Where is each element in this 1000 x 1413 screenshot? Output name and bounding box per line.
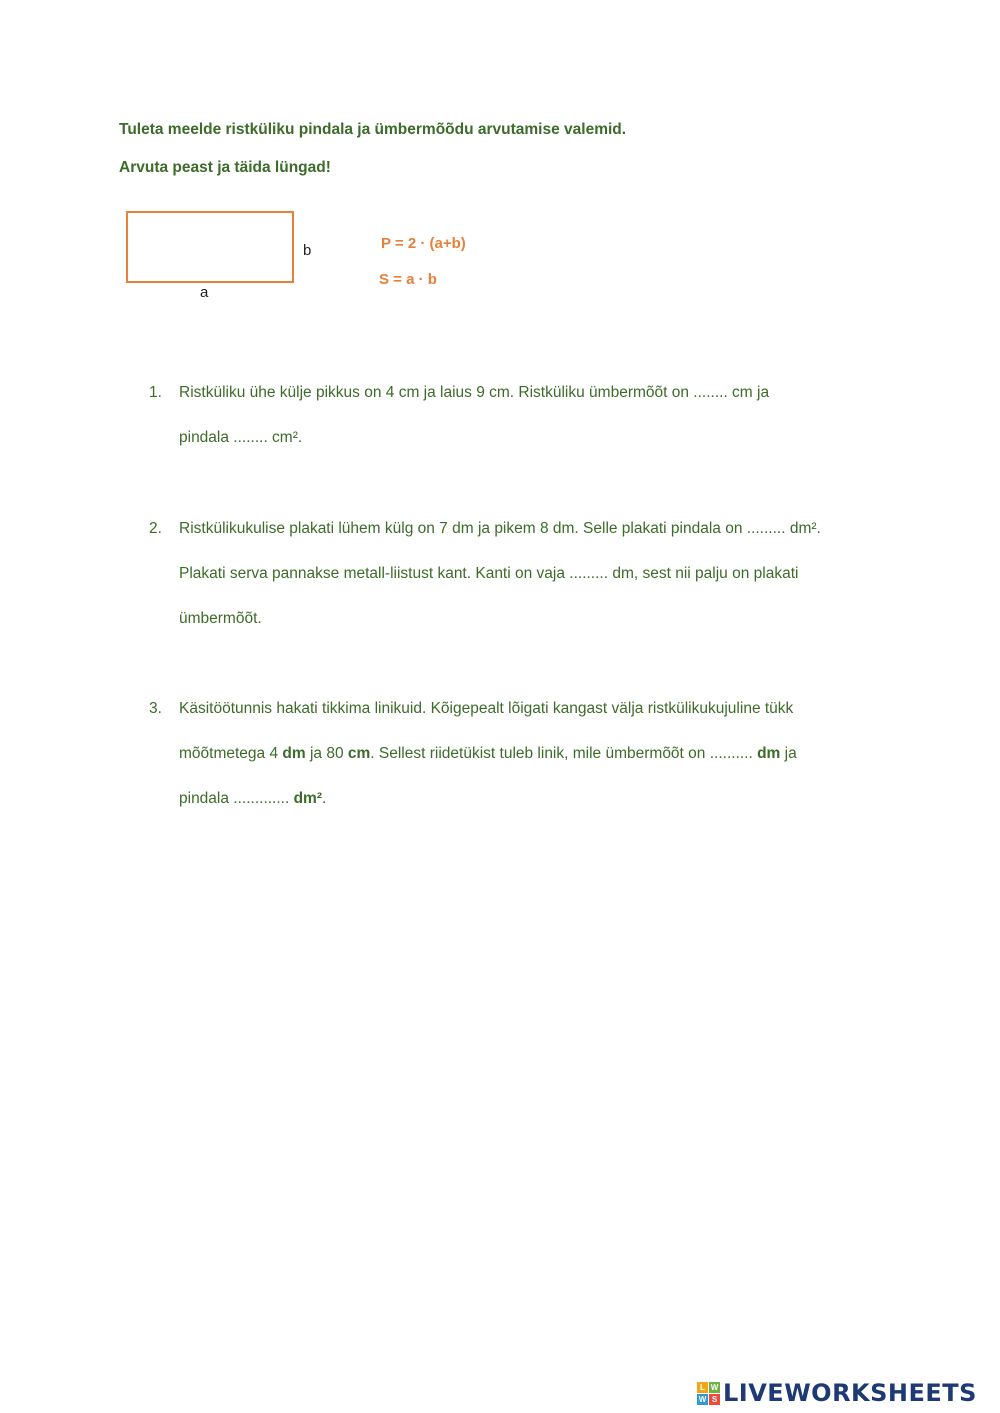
logo-mark-letter: W: [698, 1394, 707, 1404]
perimeter-formula: P = 2 · (a+b): [381, 235, 466, 252]
task-text-line: Plakati serva pannakse metall-liistust kant. Kanti on vaja ......... dm, sest nii palju on plakati: [179, 565, 799, 582]
logo-mark-letter: W: [710, 1382, 719, 1392]
task-text-line: [179, 745, 797, 763]
logo-mark-letter: L: [697, 1382, 708, 1393]
text-segment: .: [322, 790, 327, 807]
logo-mark-icon: [697, 1382, 720, 1405]
logo-text: LIVEWORKSHEETS: [723, 1379, 977, 1407]
task-number: 1.: [149, 384, 162, 401]
text-segment: ja: [780, 745, 797, 762]
unit-dm: dm: [282, 745, 306, 762]
unit-cm: cm: [347, 745, 371, 762]
text-segment: ja 80: [305, 745, 348, 762]
task-number: 2.: [149, 520, 162, 537]
instruction-title: Tuleta meelde ristküliku pindala ja ümbermõõdu arvutamise valemid.: [119, 121, 627, 138]
task-text-line: [179, 790, 326, 808]
task-text-line: ümbermõõt.: [179, 610, 262, 627]
task-text-line: Ristkülikukulise plakati lühem külg on 7 dm ja pikem 8 dm. Selle plakati pindala on ......... dm².: [179, 520, 821, 537]
rectangle-diagram: [126, 211, 294, 283]
liveworksheets-logo: [697, 1378, 977, 1408]
area-formula: S = a · b: [379, 271, 437, 288]
task-number: 3.: [149, 700, 162, 717]
side-b-label: b: [303, 242, 312, 259]
unit-dm: dm: [757, 745, 781, 762]
side-a-label: a: [200, 284, 209, 301]
task-text-line: Käsitöötunnis hakati tikkima linikuid. Kõigepealt lõigati kangast välja ristkülikukujuline tükk: [179, 700, 794, 717]
instruction-subtitle: Arvuta peast ja täida lüngad!: [119, 159, 331, 176]
task-text-line: Ristküliku ühe külje pikkus on 4 cm ja laius 9 cm. Ristküliku ümbermõõt on ........ cm ja: [179, 384, 770, 401]
text-segment: pindala .............: [179, 790, 294, 807]
text-segment: . Sellest riidetükist tuleb linik, mile ümbermõõt on ..........: [370, 745, 758, 762]
logo-mark-letter: S: [709, 1394, 720, 1405]
unit-dm2: dm²: [293, 790, 323, 807]
task-text-line: pindala ........ cm².: [179, 429, 303, 446]
text-segment: mõõtmetega 4: [179, 745, 283, 762]
